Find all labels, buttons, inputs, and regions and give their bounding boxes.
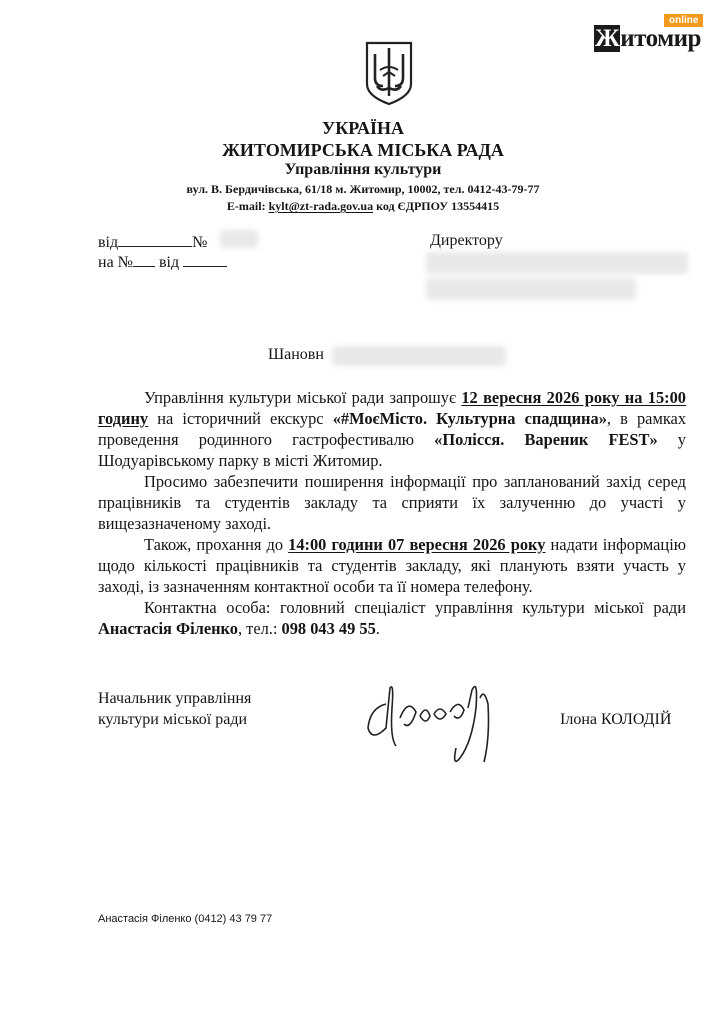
paragraph-invitation: Управління культури міської ради запрошує 12 вересня 2026 року на 15:00 годину на історичний екскурс «#МоєМісто. Культурна спадщина», в рамках проведення родинного гастрофестивалю «Полісся. Вареник FEST» у Шодуарівському парку в місті Житомир. (98, 388, 687, 470)
incoming-reference: на № від (98, 252, 227, 272)
handwritten-signature-icon (360, 668, 510, 772)
outgoing-reference: від № (98, 234, 208, 251)
council-title: ЖИТОМИРСЬКА МІСЬКА РАДА (222, 140, 504, 160)
contact-line: E-mail: kylt@zt-rada.gov.ua код ЄДРПОУ 13554415 (226, 199, 500, 213)
paragraph-deadline: Також, прохання до 14:00 години 07 вересня 2026 року надати інформацію щодо кількості працівників та студентів закладу, які планують взяти участь у заході, із зазначенням контактної особи та її номера телефону. (98, 535, 686, 596)
addressee-label: Директору (430, 232, 503, 249)
executor-footer: Анастасія Філенко (0412) 43 79 77 (98, 913, 273, 925)
signer-position-line1: Начальник управління (98, 690, 252, 707)
paragraph-request: Просимо забезпечити поширення інформації про запланований захід серед працівників та студентів закладу та сприяти їх залученню до участі у вищезазначеному заході. (98, 472, 686, 533)
site-watermark (594, 14, 718, 54)
paragraph-contact: Контактна особа: головний спеціаліст управління культури міської ради Анастасія Філенко, тел.: 098 043 49 55. (98, 598, 686, 638)
signer-name: Ілона КОЛОДІЙ (560, 711, 672, 728)
salutation: Шановн (268, 346, 324, 363)
email-link[interactable]: kylt@zt-rada.gov.ua (268, 199, 374, 213)
watermark-logo: Житомир (595, 25, 701, 52)
redacted-number (220, 230, 258, 248)
trident-icon (363, 40, 415, 106)
signer-position-line2: культури міської ради (98, 711, 248, 728)
redacted-addressee (426, 278, 636, 300)
department-title: Управління культури (284, 161, 442, 178)
watermark-badge: online (664, 14, 703, 27)
redacted-addressee (426, 252, 688, 274)
redacted-name (332, 346, 506, 366)
country-title: УКРАЇНА (322, 118, 404, 138)
address-line: вул. В. Бердичівська, 61/18 м. Житомир, 10002, тел. 0412-43-79-77 (186, 182, 540, 196)
